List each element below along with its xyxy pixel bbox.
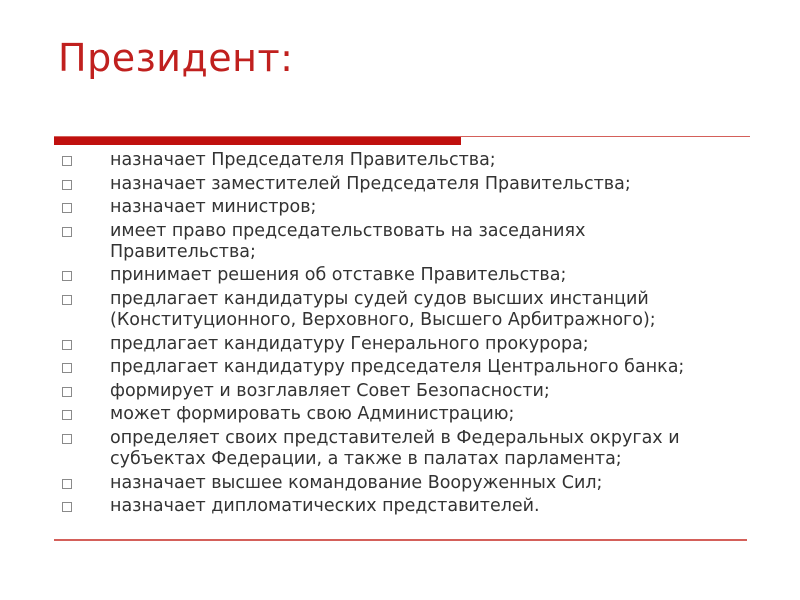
list-item: [62, 289, 782, 331]
list-item-text: принимает решения об отставке Правительства;: [110, 265, 567, 286]
list-item: [62, 265, 782, 286]
powers-list: [62, 150, 782, 520]
list-item: [62, 381, 782, 402]
square-bullet-icon: [62, 156, 72, 166]
list-item-text: назначает Председателя Правительства;: [110, 150, 496, 170]
list-item-text: может формировать свою Администрацию;: [110, 404, 515, 425]
list-item-text: назначает министров;: [110, 197, 317, 218]
list-item: [62, 150, 782, 171]
list-item-text: назначает заместителей Председателя Правительства;: [110, 173, 631, 194]
square-bullet-icon: [62, 363, 72, 373]
list-item: [62, 473, 782, 494]
list-item: [62, 334, 782, 355]
list-item: [62, 174, 782, 195]
list-item: [62, 357, 782, 378]
square-bullet-icon: [62, 479, 72, 489]
list-item-text: формирует и возглавляет Совет Безопасности;: [110, 380, 550, 401]
list-item-text: назначает высшее командование Вооруженных Сил;: [110, 472, 603, 493]
list-item-text: предлагает кандидатуру Генерального прокурора;: [110, 333, 589, 354]
square-bullet-icon: [62, 295, 72, 305]
list-item-text: определяет своих представителей в Федеральных округах и субъектах Федерации, а также в палатах парламента;: [110, 427, 680, 469]
square-bullet-icon: [62, 227, 72, 237]
bottom-divider-line: [54, 539, 747, 541]
list-item: [62, 496, 782, 517]
square-bullet-icon: [62, 340, 72, 350]
list-item-text: предлагает кандидатуры судей судов высших инстанций (Конституционного, Верховного, Высшего Арбитражного);: [110, 288, 656, 330]
square-bullet-icon: [62, 410, 72, 420]
square-bullet-icon: [62, 434, 72, 444]
list-item: [62, 404, 782, 425]
list-item: [62, 221, 782, 263]
list-item-text: имеет право председательствовать на заседаниях Правительства;: [110, 220, 586, 262]
slide-title: Президент:: [58, 36, 294, 80]
list-item: [62, 428, 782, 470]
list-item-text: назначает дипломатических представителей.: [110, 496, 540, 517]
square-bullet-icon: [62, 271, 72, 281]
list-item: [62, 197, 782, 218]
square-bullet-icon: [62, 387, 72, 397]
title-accent-bar: [54, 137, 461, 145]
list-item-text: предлагает кандидатуру председателя Центрального банка;: [110, 357, 685, 378]
square-bullet-icon: [62, 502, 72, 512]
square-bullet-icon: [62, 203, 72, 213]
square-bullet-icon: [62, 180, 72, 190]
